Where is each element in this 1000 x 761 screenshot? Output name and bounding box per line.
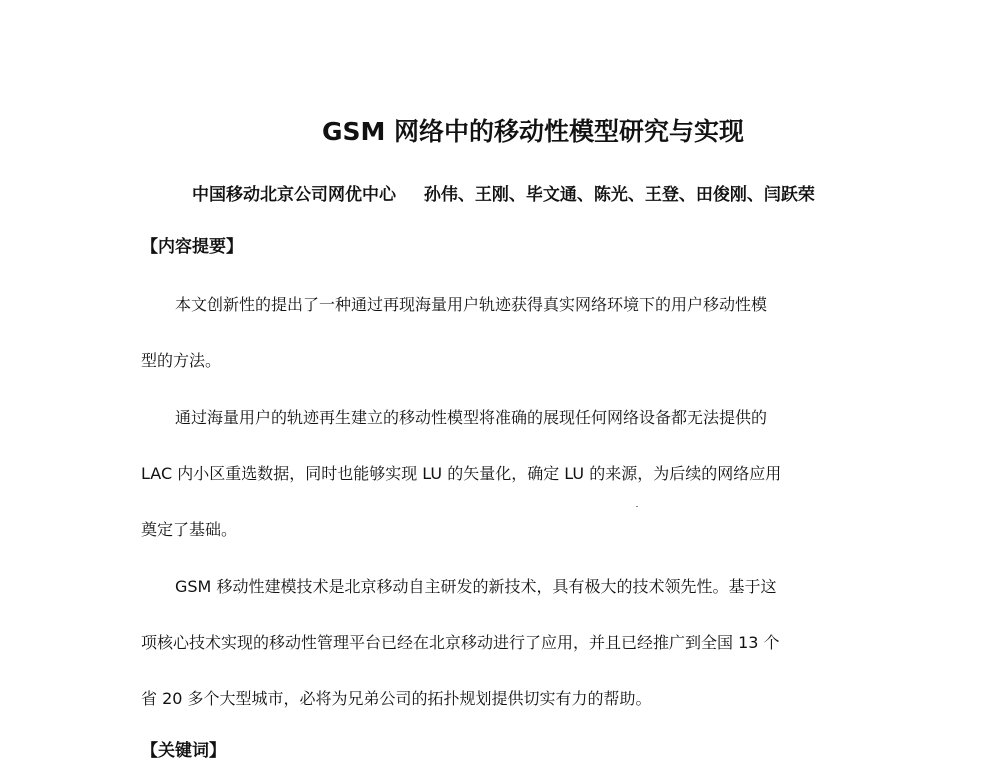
scan-speck (636, 506, 638, 507)
abstract-line-6: GSM 移动性建模技术是北京移动自主研发的新技术，具有极大的技术领先性。基于这 (175, 577, 777, 596)
author-names: 孙伟、王刚、毕文通、陈光、王登、田俊刚、闫跃荣 (423, 185, 815, 205)
author-line (192, 180, 815, 205)
abstract-line-1: 本文创新性的提出了一种通过再现海量用户轨迹获得真实网络环境下的用户移动性模 (175, 295, 768, 314)
abstract-line-3: 通过海量用户的轨迹再生建立的移动性模型将准确的展现任何网络设备都无法提供的 (175, 408, 768, 427)
abstract-line-4: LAC 内小区重选数据，同时也能够实现 LU 的矢量化，确定 LU 的来源，为后续的网络应用 (141, 464, 782, 483)
abstract-line-8: 省 20 多个大型城市，必将为兄弟公司的拓扑规划提供切实有力的帮助。 (141, 689, 652, 708)
abstract-heading: 【内容提要】 (141, 237, 243, 257)
abstract-line-7: 项核心技术实现的移动性管理平台已经在北京移动进行了应用，并且已经推广到全国 13 个 (141, 633, 780, 652)
organization: 中国移动北京公司网优中心 (192, 185, 396, 205)
paper-title: GSM 网络中的移动性模型研究与实现 (321, 117, 745, 146)
keywords-heading: 【关键词】 (141, 741, 226, 761)
abstract-line-2: 型的方法。 (141, 351, 222, 370)
abstract-line-5: 奠定了基础。 (141, 520, 238, 539)
